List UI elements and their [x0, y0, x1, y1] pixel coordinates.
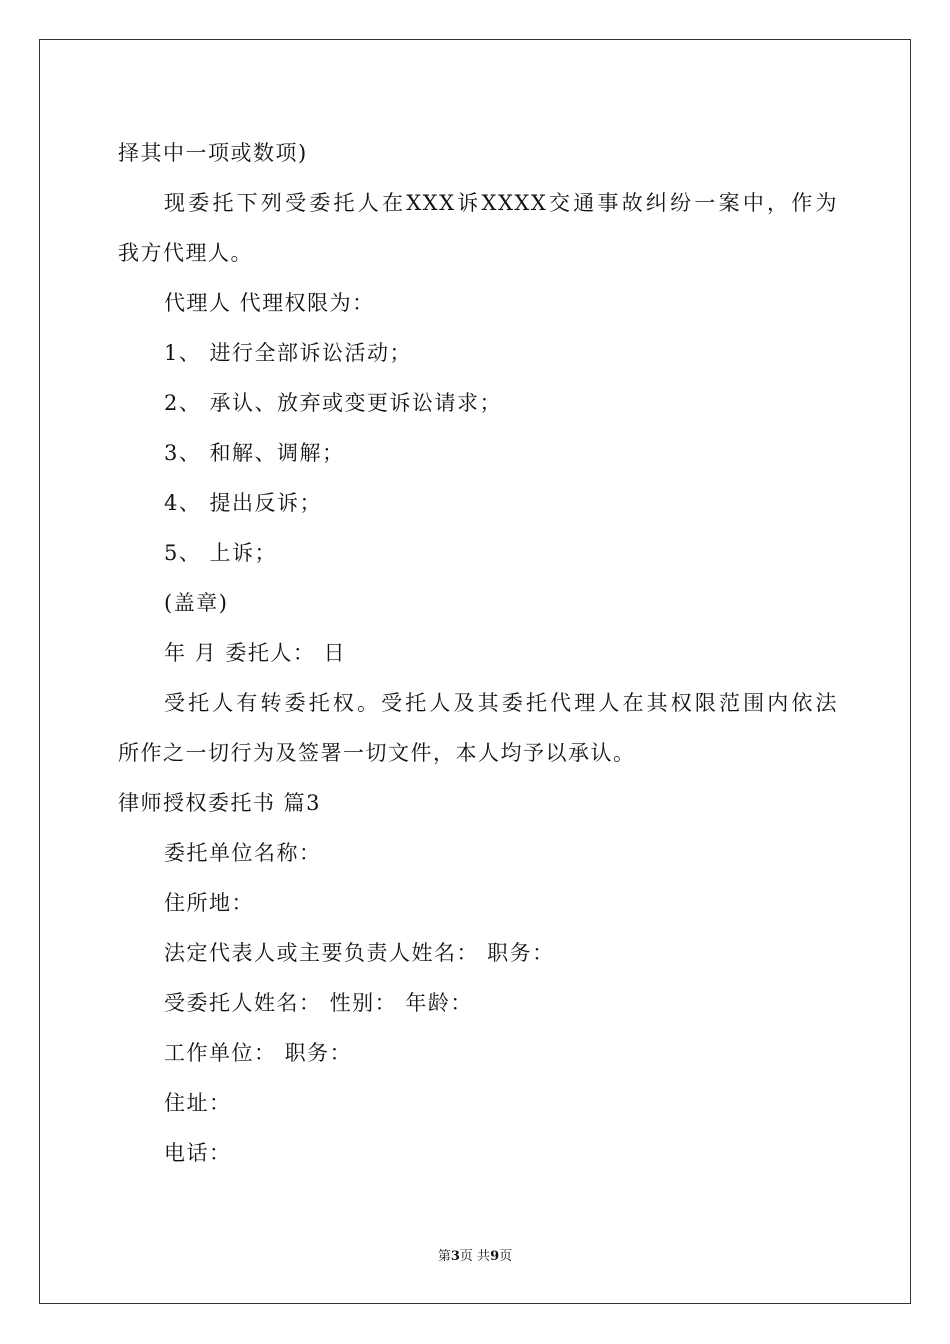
form-field-label: 住址：	[164, 1091, 232, 1115]
list-item: 4、 提出反诉；	[164, 491, 323, 515]
list-item: 3、 和解、调解；	[164, 441, 345, 465]
section-heading: 律师授权委托书 篇3	[118, 791, 322, 815]
form-field-label: 委托单位名称：	[164, 841, 322, 865]
form-field-label: 法定代表人或主要负责人姓名： 职务：	[164, 941, 555, 965]
document-body	[118, 128, 838, 1178]
paragraph-line: 我方代理人。	[118, 241, 253, 265]
form-field-label: 电话：	[164, 1141, 232, 1165]
paragraph-line: 受托人有转委托权。受托人及其委托代理人在其权限范围内依法	[164, 691, 838, 715]
paragraph-line: 代理人 代理权限为：	[164, 291, 375, 315]
form-field-label: 工作单位： 职务：	[164, 1041, 353, 1065]
date-signature-line: 年 月 委托人： 日	[164, 641, 347, 665]
form-field-label: 受委托人姓名： 性别： 年龄：	[164, 991, 473, 1015]
paragraph-line: 现委托下列受委托人在XXX诉XXXX交通事故纠纷一案中，作为	[164, 191, 838, 215]
current-page-number: 3	[450, 1249, 460, 1264]
page-footer	[0, 1248, 950, 1266]
total-page-number: 9	[490, 1249, 500, 1264]
footer-suffix: 页	[499, 1249, 513, 1264]
form-field-label: 住所地：	[164, 891, 254, 915]
paragraph-line: 择其中一项或数项)	[118, 141, 308, 165]
list-item: 1、 进行全部诉讼活动；	[164, 341, 413, 365]
footer-mid: 页 共	[459, 1249, 491, 1264]
list-item: 2、 承认、放弃或变更诉讼请求；	[164, 391, 503, 415]
footer-prefix: 第	[437, 1249, 451, 1264]
list-item: 5、 上诉；	[164, 541, 278, 565]
seal-line: (盖章)	[164, 591, 229, 615]
paragraph-line: 所作之一切行为及签署一切文件，本人均予以承认。	[118, 741, 636, 765]
